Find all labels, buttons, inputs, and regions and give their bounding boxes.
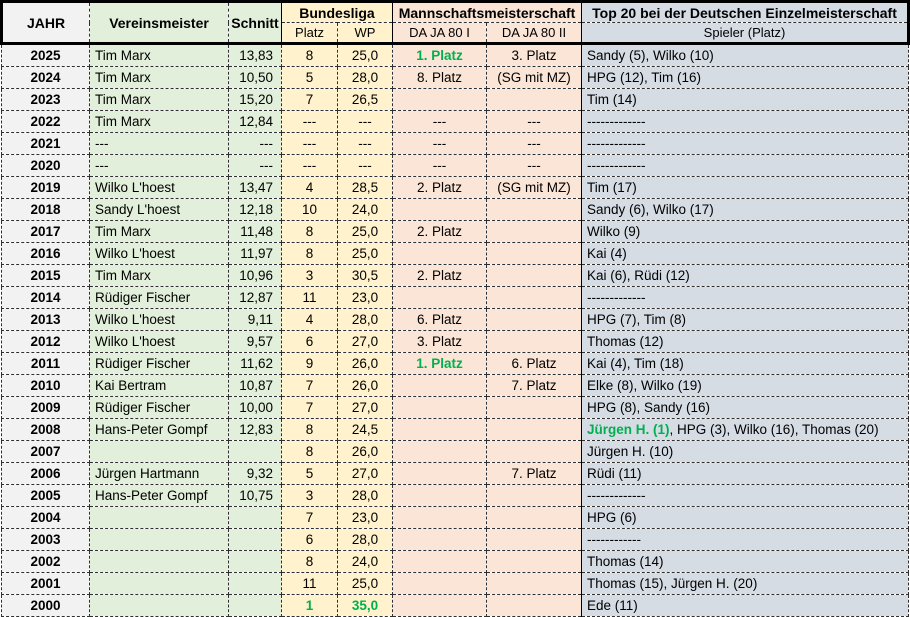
da-ja-80-ii-cell[interactable] xyxy=(487,507,582,529)
da-ja-80-ii-cell[interactable] xyxy=(487,243,582,265)
bundesliga-platz-cell[interactable]: 8 xyxy=(282,221,338,243)
table-row xyxy=(2,463,909,485)
spieler-text: Jürgen H. (10) xyxy=(587,444,674,459)
table-row xyxy=(2,44,909,67)
da-ja-80-ii-cell[interactable]: 3. Platz xyxy=(487,44,582,67)
year-cell[interactable]: 2013 xyxy=(2,309,90,331)
da-ja-80-i-cell[interactable] xyxy=(393,287,487,309)
bundesliga-platz-cell[interactable]: 10 xyxy=(282,199,338,221)
bundesliga-platz-cell[interactable]: 8 xyxy=(282,243,338,265)
spieler-text: ------------- xyxy=(587,158,646,173)
table-row xyxy=(2,441,909,463)
bundesliga-wp-cell[interactable]: --- xyxy=(338,133,393,155)
year-cell[interactable]: 2000 xyxy=(2,595,90,617)
vereinsmeister-cell[interactable]: Hans-Peter Gompf xyxy=(90,485,229,507)
bundesliga-platz-cell[interactable]: 11 xyxy=(282,573,338,595)
vereinsmeister-cell[interactable]: Rüdiger Fischer xyxy=(90,287,229,309)
schnitt-cell[interactable] xyxy=(229,529,282,551)
year-cell[interactable]: 2004 xyxy=(2,507,90,529)
bundesliga-wp-cell[interactable]: 23,0 xyxy=(338,507,393,529)
header-bundesliga-platz[interactable]: Platz xyxy=(282,23,338,44)
spieler-cell[interactable] xyxy=(582,375,909,397)
vereinsmeister-cell[interactable]: Tim Marx xyxy=(90,221,229,243)
da-ja-80-i-cell[interactable]: --- xyxy=(393,111,487,133)
spieler-text: ------------- xyxy=(587,488,646,503)
da-ja-80-ii-cell[interactable] xyxy=(487,397,582,419)
bundesliga-wp-cell[interactable]: --- xyxy=(338,155,393,177)
da-ja-80-i-cell[interactable]: 1. Platz xyxy=(393,353,487,375)
bundesliga-platz-cell[interactable]: 8 xyxy=(282,441,338,463)
bundesliga-wp-cell[interactable]: 27,0 xyxy=(338,463,393,485)
schnitt-cell[interactable]: 11,48 xyxy=(229,221,282,243)
bundesliga-wp-cell[interactable]: 24,5 xyxy=(338,419,393,441)
spieler-text: ------------- xyxy=(587,136,646,151)
bundesliga-platz-cell[interactable]: 7 xyxy=(282,89,338,111)
spieler-cell[interactable] xyxy=(582,397,909,419)
schnitt-cell[interactable] xyxy=(229,507,282,529)
schnitt-cell[interactable] xyxy=(229,551,282,573)
bundesliga-wp-cell[interactable]: 30,5 xyxy=(338,265,393,287)
da-ja-80-ii-cell[interactable] xyxy=(487,331,582,353)
bundesliga-wp-cell[interactable]: --- xyxy=(338,111,393,133)
bundesliga-wp-cell[interactable]: 25,0 xyxy=(338,221,393,243)
da-ja-80-ii-cell[interactable] xyxy=(487,441,582,463)
vereinsmeister-cell[interactable]: Tim Marx xyxy=(90,111,229,133)
bundesliga-wp-cell[interactable]: 27,0 xyxy=(338,397,393,419)
spieler-text: ------------- xyxy=(587,290,646,305)
spieler-cell[interactable] xyxy=(582,67,909,89)
schnitt-cell[interactable]: 15,20 xyxy=(229,89,282,111)
header-mannschaftsmeisterschaft[interactable]: Mannschaftsmeisterschaft xyxy=(393,2,582,23)
vereinsmeister-cell[interactable]: Sandy L'hoest xyxy=(90,199,229,221)
bundesliga-platz-cell[interactable]: 7 xyxy=(282,397,338,419)
da-ja-80-ii-cell[interactable] xyxy=(487,419,582,441)
table-row xyxy=(2,331,909,353)
table-body xyxy=(2,44,909,617)
bundesliga-platz-cell[interactable]: --- xyxy=(282,111,338,133)
da-ja-80-ii-cell[interactable]: --- xyxy=(487,111,582,133)
header-jahr[interactable]: JAHR xyxy=(2,2,90,44)
header-schnitt[interactable]: Schnitt xyxy=(229,2,282,44)
year-cell[interactable]: 2017 xyxy=(2,221,90,243)
bundesliga-wp-cell[interactable]: 25,0 xyxy=(338,44,393,67)
bundesliga-platz-cell[interactable]: 7 xyxy=(282,375,338,397)
vereinsmeister-cell[interactable]: Kai Bertram xyxy=(90,375,229,397)
da-ja-80-ii-cell[interactable] xyxy=(487,529,582,551)
schnitt-cell[interactable]: --- xyxy=(229,155,282,177)
da-ja-80-ii-cell[interactable] xyxy=(487,551,582,573)
year-cell[interactable]: 2015 xyxy=(2,265,90,287)
spieler-cell[interactable] xyxy=(582,155,909,177)
year-cell[interactable]: 2014 xyxy=(2,287,90,309)
spieler-text: ------------ xyxy=(587,532,641,547)
vereinsmeister-cell[interactable]: Tim Marx xyxy=(90,67,229,89)
table-row xyxy=(2,375,909,397)
bundesliga-platz-cell[interactable]: 6 xyxy=(282,331,338,353)
schnitt-cell[interactable]: 13,47 xyxy=(229,177,282,199)
spieler-cell[interactable] xyxy=(582,199,909,221)
vereinsmeister-cell[interactable]: Tim Marx xyxy=(90,44,229,67)
spieler-text: HPG (6) xyxy=(587,510,637,525)
spieler-text: Sandy (5), Wilko (10) xyxy=(587,48,714,63)
schnitt-cell[interactable]: 13,83 xyxy=(229,44,282,67)
spieler-text: Tim (14) xyxy=(587,92,637,107)
da-ja-80-i-cell[interactable] xyxy=(393,551,487,573)
bundesliga-wp-cell[interactable]: 26,0 xyxy=(338,375,393,397)
schnitt-cell[interactable]: 10,50 xyxy=(229,67,282,89)
year-cell[interactable]: 2010 xyxy=(2,375,90,397)
vereinsmeister-cell[interactable]: --- xyxy=(90,133,229,155)
spieler-cell[interactable] xyxy=(582,133,909,155)
table-row xyxy=(2,507,909,529)
header-top20[interactable]: Top 20 bei der Deutschen Einzelmeisterschaft xyxy=(582,2,909,23)
year-cell[interactable]: 2019 xyxy=(2,177,90,199)
bundesliga-platz-cell[interactable]: 5 xyxy=(282,67,338,89)
table-row xyxy=(2,111,909,133)
da-ja-80-i-cell[interactable]: --- xyxy=(393,155,487,177)
schnitt-cell[interactable]: 12,84 xyxy=(229,111,282,133)
year-cell[interactable]: 2001 xyxy=(2,573,90,595)
vereinsmeister-cell[interactable] xyxy=(90,441,229,463)
table-row xyxy=(2,199,909,221)
table-row xyxy=(2,67,909,89)
da-ja-80-i-cell[interactable]: --- xyxy=(393,133,487,155)
da-ja-80-i-cell[interactable] xyxy=(393,397,487,419)
schnitt-cell[interactable]: 10,00 xyxy=(229,397,282,419)
da-ja-80-ii-cell[interactable]: 7. Platz xyxy=(487,375,582,397)
spieler-text: Thomas (15), Jürgen H. (20) xyxy=(587,576,758,591)
spieler-cell[interactable] xyxy=(582,243,909,265)
da-ja-80-ii-cell[interactable] xyxy=(487,265,582,287)
header-bundesliga[interactable]: Bundesliga xyxy=(282,2,393,23)
bundesliga-wp-cell[interactable]: 26,0 xyxy=(338,441,393,463)
schnitt-cell[interactable]: 12,87 xyxy=(229,287,282,309)
year-cell[interactable]: 2022 xyxy=(2,111,90,133)
bundesliga-wp-cell[interactable]: 23,0 xyxy=(338,287,393,309)
table-row xyxy=(2,89,909,111)
table-row xyxy=(2,287,909,309)
header-spieler-platz[interactable]: Spieler (Platz) xyxy=(582,23,909,44)
table-row xyxy=(2,133,909,155)
spieler-text: Kai (4) xyxy=(587,246,627,261)
spieler-text: HPG (8), Sandy (16) xyxy=(587,400,711,415)
table-row xyxy=(2,309,909,331)
spieler-text: Ede (11) xyxy=(587,598,638,613)
bundesliga-wp-cell[interactable]: 24,0 xyxy=(338,551,393,573)
da-ja-80-i-cell[interactable] xyxy=(393,573,487,595)
da-ja-80-i-cell[interactable]: 1. Platz xyxy=(393,44,487,67)
vereinsmeister-cell[interactable] xyxy=(90,573,229,595)
year-cell[interactable]: 2009 xyxy=(2,397,90,419)
table-row xyxy=(2,243,909,265)
table-row xyxy=(2,595,909,617)
table-row xyxy=(2,177,909,199)
vereinsmeister-cell[interactable]: Wilko L'hoest xyxy=(90,177,229,199)
bundesliga-wp-cell[interactable]: 24,0 xyxy=(338,199,393,221)
schnitt-cell[interactable]: 9,32 xyxy=(229,463,282,485)
spieler-cell[interactable] xyxy=(582,463,909,485)
schnitt-cell[interactable]: 12,83 xyxy=(229,419,282,441)
da-ja-80-ii-cell[interactable]: (SG mit MZ) xyxy=(487,177,582,199)
table-row xyxy=(2,353,909,375)
da-ja-80-i-cell[interactable] xyxy=(393,485,487,507)
da-ja-80-i-cell[interactable]: 6. Platz xyxy=(393,309,487,331)
vereinsmeister-cell[interactable]: Wilko L'hoest xyxy=(90,331,229,353)
bundesliga-wp-cell[interactable]: 28,0 xyxy=(338,485,393,507)
year-cell[interactable]: 2012 xyxy=(2,331,90,353)
table-row xyxy=(2,573,909,595)
da-ja-80-i-cell[interactable] xyxy=(393,529,487,551)
da-ja-80-i-cell[interactable] xyxy=(393,507,487,529)
da-ja-80-i-cell[interactable] xyxy=(393,243,487,265)
spieler-cell[interactable] xyxy=(582,287,909,309)
year-cell[interactable]: 2023 xyxy=(2,89,90,111)
vereinsmeister-cell[interactable]: Jürgen Hartmann xyxy=(90,463,229,485)
da-ja-80-ii-cell[interactable]: (SG mit MZ) xyxy=(487,67,582,89)
spieler-text: , HPG (3), Wilko (16), Thomas (20) xyxy=(669,422,879,437)
spieler-cell[interactable] xyxy=(582,309,909,331)
table-row xyxy=(2,265,909,287)
bundesliga-platz-cell[interactable]: --- xyxy=(282,133,338,155)
year-cell[interactable]: 2005 xyxy=(2,485,90,507)
spieler-cell[interactable] xyxy=(582,595,909,617)
da-ja-80-i-cell[interactable]: 2. Platz xyxy=(393,265,487,287)
table-row xyxy=(2,551,909,573)
schnitt-cell[interactable] xyxy=(229,595,282,617)
schnitt-cell[interactable]: 12,18 xyxy=(229,199,282,221)
vereinsmeister-cell[interactable]: Rüdiger Fischer xyxy=(90,397,229,419)
spieler-cell[interactable] xyxy=(582,89,909,111)
spieler-cell[interactable] xyxy=(582,507,909,529)
spieler-text: Elke (8), Wilko (19) xyxy=(587,378,702,393)
header-da-ja-80-i[interactable]: DA JA 80 I xyxy=(393,23,487,44)
spieler-cell[interactable] xyxy=(582,551,909,573)
vereinsmeister-cell[interactable]: Hans-Peter Gompf xyxy=(90,419,229,441)
spieler-text: Wilko (9) xyxy=(587,224,641,239)
da-ja-80-i-cell[interactable]: 2. Platz xyxy=(393,177,487,199)
da-ja-80-i-cell[interactable] xyxy=(393,89,487,111)
vereinsmeister-cell[interactable] xyxy=(90,529,229,551)
da-ja-80-ii-cell[interactable]: 6. Platz xyxy=(487,353,582,375)
vereinsmeister-cell[interactable]: Wilko L'hoest xyxy=(90,309,229,331)
da-ja-80-ii-cell[interactable] xyxy=(487,221,582,243)
bundesliga-wp-cell[interactable]: 28,5 xyxy=(338,177,393,199)
schnitt-cell[interactable]: 11,62 xyxy=(229,353,282,375)
bundesliga-platz-cell[interactable]: 9 xyxy=(282,353,338,375)
bundesliga-platz-cell[interactable]: 8 xyxy=(282,44,338,67)
schnitt-cell[interactable]: --- xyxy=(229,133,282,155)
vereinsmeister-cell[interactable] xyxy=(90,551,229,573)
year-cell[interactable]: 2021 xyxy=(2,133,90,155)
spieler-cell[interactable] xyxy=(582,44,909,67)
year-cell[interactable]: 2020 xyxy=(2,155,90,177)
da-ja-80-ii-cell[interactable] xyxy=(487,573,582,595)
bundesliga-platz-cell[interactable]: 8 xyxy=(282,551,338,573)
spieler-cell[interactable] xyxy=(582,265,909,287)
spieler-cell[interactable] xyxy=(582,529,909,551)
spieler-text: Thomas (12) xyxy=(587,334,664,349)
vereinsmeister-cell[interactable]: Rüdiger Fischer xyxy=(90,353,229,375)
spieler-cell[interactable] xyxy=(582,331,909,353)
table-row xyxy=(2,155,909,177)
year-cell[interactable]: 2003 xyxy=(2,529,90,551)
bundesliga-wp-cell[interactable]: 28,0 xyxy=(338,67,393,89)
spieler-cell[interactable] xyxy=(582,221,909,243)
spieler-cell[interactable] xyxy=(582,353,909,375)
table-row xyxy=(2,397,909,419)
vereinsmeister-cell[interactable]: --- xyxy=(90,155,229,177)
bundesliga-platz-cell[interactable]: 6 xyxy=(282,529,338,551)
spieler-text: Tim (17) xyxy=(587,180,637,195)
bundesliga-wp-cell[interactable]: 25,0 xyxy=(338,573,393,595)
bundesliga-platz-cell[interactable]: 4 xyxy=(282,309,338,331)
da-ja-80-ii-cell[interactable] xyxy=(487,287,582,309)
da-ja-80-i-cell[interactable]: 8. Platz xyxy=(393,67,487,89)
year-cell[interactable]: 2011 xyxy=(2,353,90,375)
table-row xyxy=(2,529,909,551)
bundesliga-wp-cell[interactable]: 25,0 xyxy=(338,243,393,265)
year-cell[interactable]: 2008 xyxy=(2,419,90,441)
spieler-cell[interactable] xyxy=(582,419,909,441)
bundesliga-platz-cell[interactable]: 4 xyxy=(282,177,338,199)
da-ja-80-ii-cell[interactable]: --- xyxy=(487,133,582,155)
da-ja-80-i-cell[interactable]: 2. Platz xyxy=(393,221,487,243)
da-ja-80-i-cell[interactable] xyxy=(393,419,487,441)
header-da-ja-80-ii[interactable]: DA JA 80 II xyxy=(487,23,582,44)
schnitt-cell[interactable]: 11,97 xyxy=(229,243,282,265)
year-cell[interactable]: 2018 xyxy=(2,199,90,221)
bundesliga-platz-cell[interactable]: 3 xyxy=(282,265,338,287)
vereinsmeister-cell[interactable] xyxy=(90,595,229,617)
da-ja-80-i-cell[interactable] xyxy=(393,463,487,485)
spieler-cell[interactable] xyxy=(582,441,909,463)
bundesliga-wp-cell[interactable]: 27,0 xyxy=(338,331,393,353)
spieler-text: Kai (6), Rüdi (12) xyxy=(587,268,690,283)
spieler-cell[interactable] xyxy=(582,573,909,595)
spieler-cell[interactable] xyxy=(582,485,909,507)
spieler-text: Kai (4), Tim (18) xyxy=(587,356,684,371)
header-bundesliga-wp[interactable]: WP xyxy=(338,23,393,44)
bundesliga-platz-cell[interactable]: 7 xyxy=(282,507,338,529)
da-ja-80-i-cell[interactable] xyxy=(393,595,487,617)
table-header xyxy=(2,2,909,44)
spieler-text: HPG (12), Tim (16) xyxy=(587,70,702,85)
bundesliga-platz-cell[interactable]: 5 xyxy=(282,463,338,485)
year-cell[interactable]: 2024 xyxy=(2,67,90,89)
spieler-text: HPG (7), Tim (8) xyxy=(587,312,687,327)
spieler-cell[interactable] xyxy=(582,111,909,133)
bundesliga-wp-cell[interactable]: 28,0 xyxy=(338,309,393,331)
da-ja-80-ii-cell[interactable] xyxy=(487,89,582,111)
vereinsmeister-cell[interactable]: Wilko L'hoest xyxy=(90,243,229,265)
bundesliga-platz-cell[interactable]: 8 xyxy=(282,419,338,441)
da-ja-80-i-cell[interactable] xyxy=(393,441,487,463)
da-ja-80-ii-cell[interactable] xyxy=(487,199,582,221)
year-cell[interactable]: 2002 xyxy=(2,551,90,573)
header-vereinsmeister[interactable]: Vereinsmeister xyxy=(90,2,229,44)
schnitt-cell[interactable]: 9,11 xyxy=(229,309,282,331)
schnitt-cell[interactable] xyxy=(229,573,282,595)
vereinsmeister-cell[interactable]: Tim Marx xyxy=(90,265,229,287)
da-ja-80-ii-cell[interactable]: --- xyxy=(487,155,582,177)
da-ja-80-ii-cell[interactable] xyxy=(487,485,582,507)
bundesliga-wp-cell[interactable]: 26,5 xyxy=(338,89,393,111)
bundesliga-wp-cell[interactable]: 28,0 xyxy=(338,529,393,551)
year-cell[interactable]: 2007 xyxy=(2,441,90,463)
spieler-text: Thomas (14) xyxy=(587,554,664,569)
spieler-highlight: Jürgen H. (1) xyxy=(587,422,670,437)
da-ja-80-ii-cell[interactable] xyxy=(487,309,582,331)
schnitt-cell[interactable]: 10,87 xyxy=(229,375,282,397)
vereinsmeister-cell[interactable] xyxy=(90,507,229,529)
schnitt-cell[interactable]: 9,57 xyxy=(229,331,282,353)
bundesliga-platz-cell[interactable]: --- xyxy=(282,155,338,177)
da-ja-80-ii-cell[interactable] xyxy=(487,595,582,617)
da-ja-80-i-cell[interactable] xyxy=(393,199,487,221)
spieler-cell[interactable] xyxy=(582,177,909,199)
year-cell[interactable]: 2006 xyxy=(2,463,90,485)
da-ja-80-i-cell[interactable] xyxy=(393,375,487,397)
bundesliga-wp-cell[interactable]: 35,0 xyxy=(338,595,393,617)
schnitt-cell[interactable]: 10,96 xyxy=(229,265,282,287)
spieler-text: Rüdi (11) xyxy=(587,466,642,481)
schnitt-cell[interactable]: 10,75 xyxy=(229,485,282,507)
year-cell[interactable]: 2016 xyxy=(2,243,90,265)
da-ja-80-ii-cell[interactable]: 7. Platz xyxy=(487,463,582,485)
spieler-text: ------------- xyxy=(587,114,646,129)
bundesliga-platz-cell[interactable]: 1 xyxy=(282,595,338,617)
year-cell[interactable]: 2025 xyxy=(2,44,90,67)
table-row xyxy=(2,221,909,243)
da-ja-80-i-cell[interactable]: 3. Platz xyxy=(393,331,487,353)
table-row xyxy=(2,485,909,507)
bundesliga-platz-cell[interactable]: 3 xyxy=(282,485,338,507)
vereinsmeister-cell[interactable]: Tim Marx xyxy=(90,89,229,111)
bundesliga-wp-cell[interactable]: 26,0 xyxy=(338,353,393,375)
bundesliga-platz-cell[interactable]: 11 xyxy=(282,287,338,309)
spieler-text: Sandy (6), Wilko (17) xyxy=(587,202,714,217)
schnitt-cell[interactable] xyxy=(229,441,282,463)
table-row xyxy=(2,419,909,441)
